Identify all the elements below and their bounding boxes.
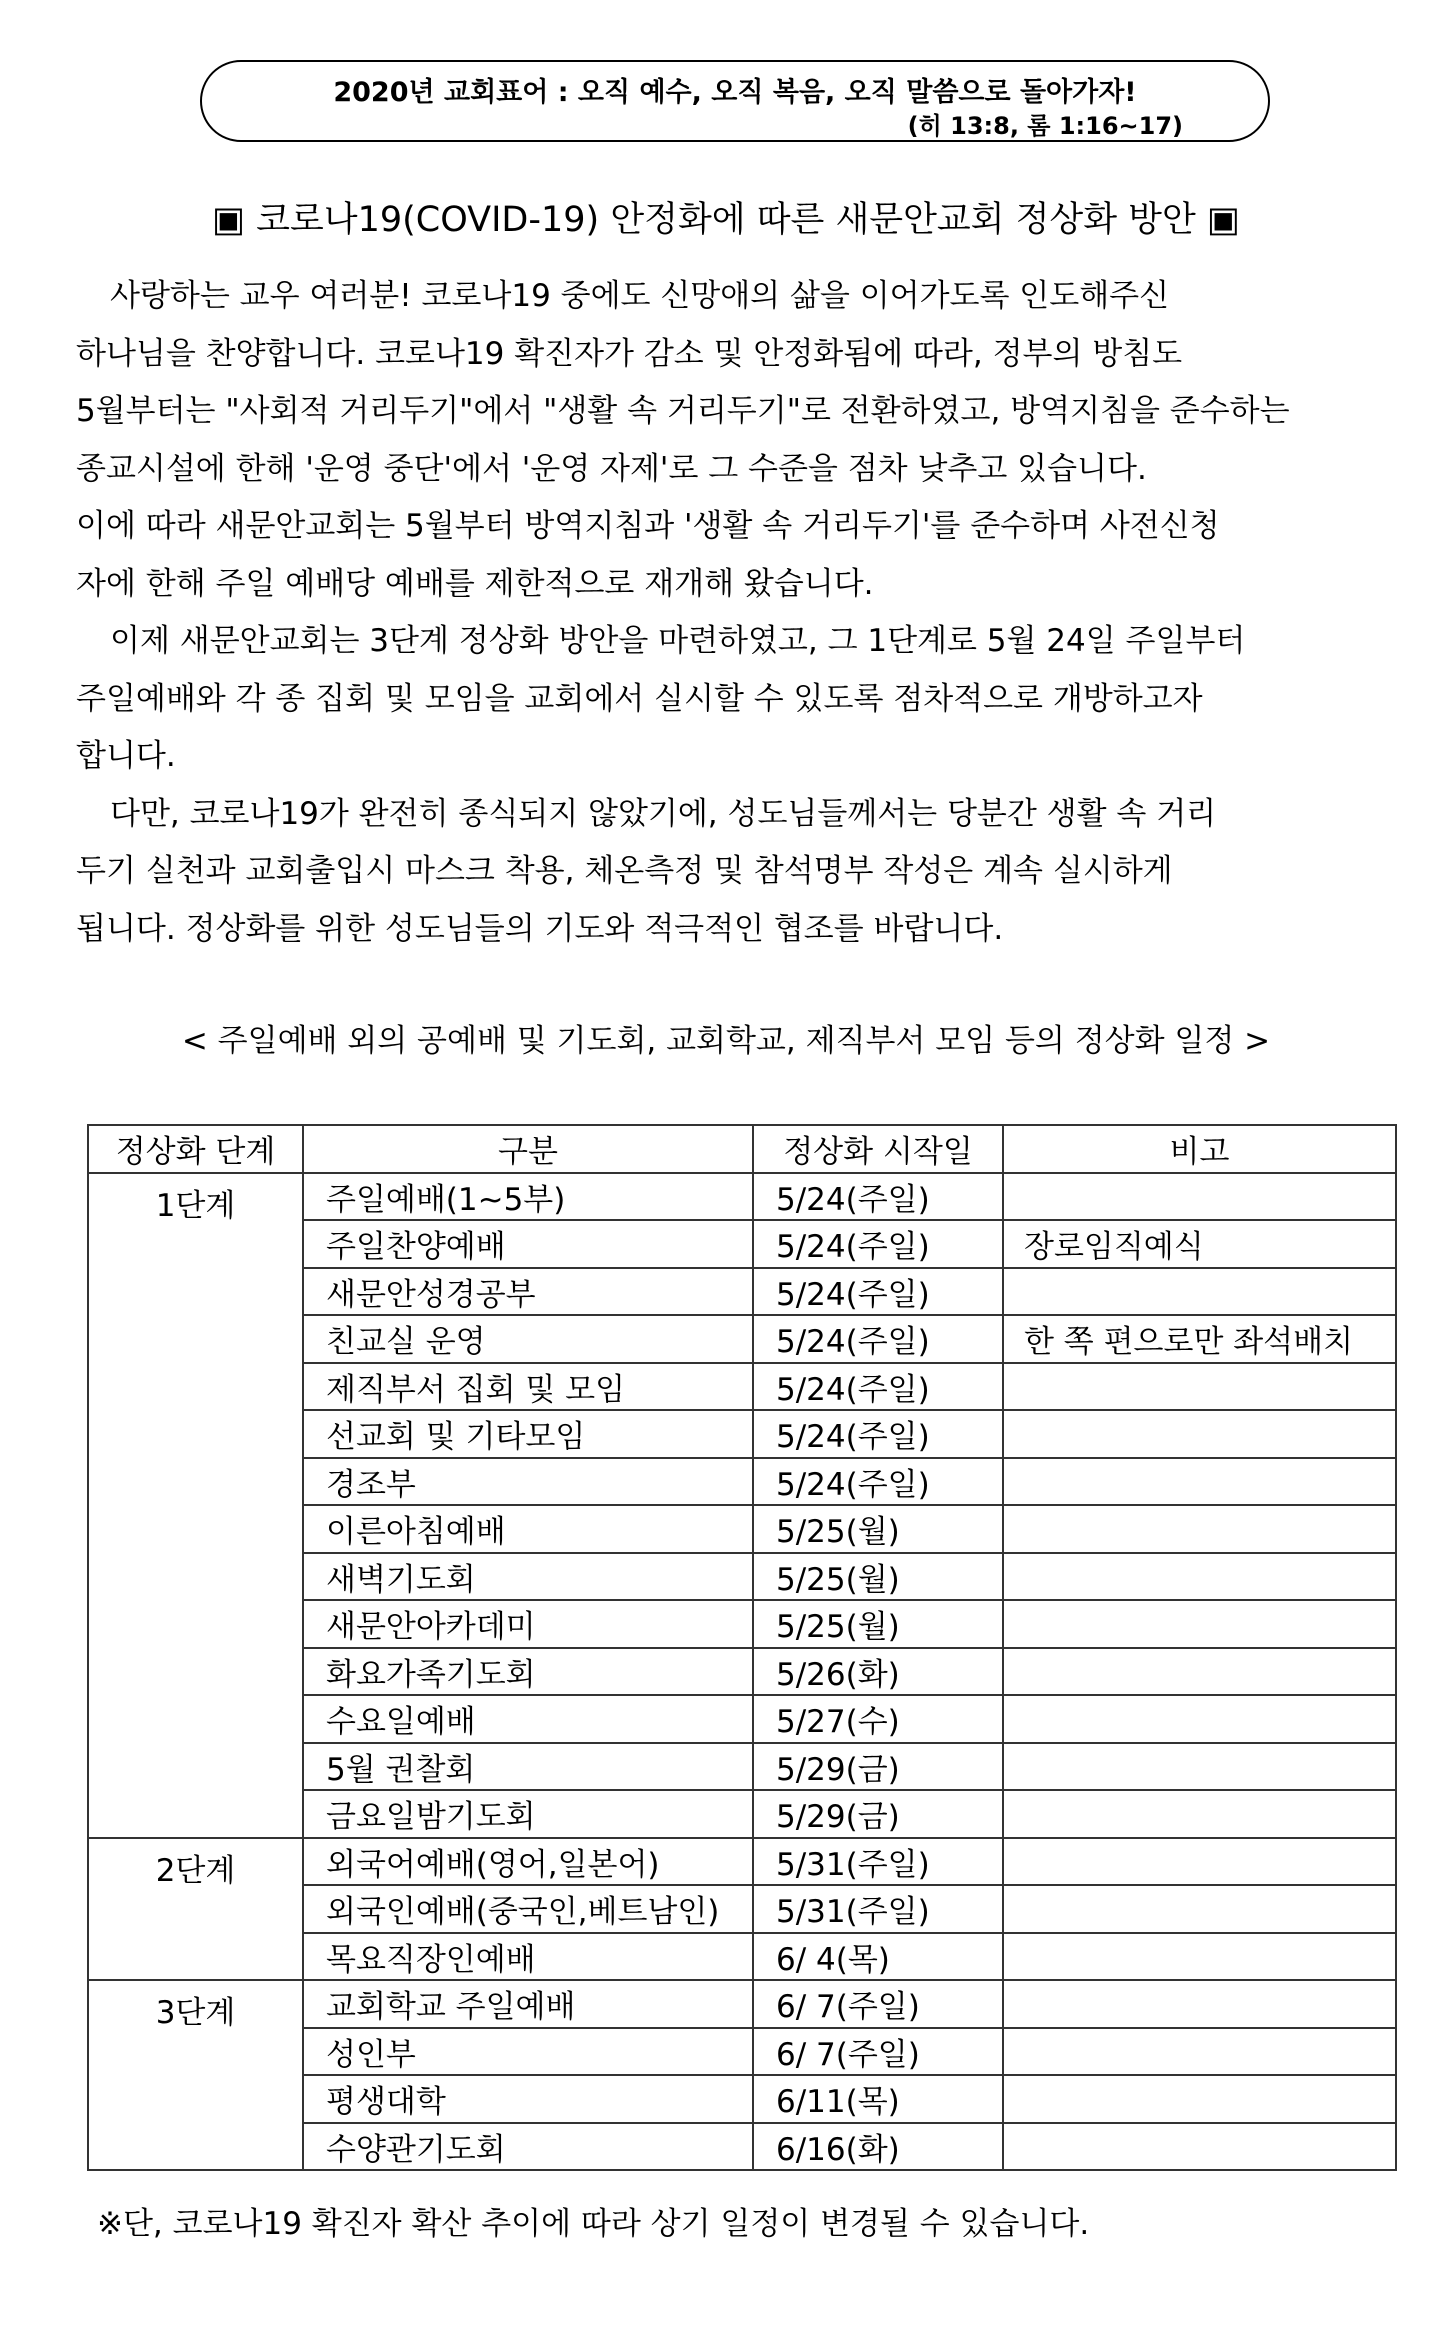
document-title: ▣ 코로나19(COVID-19) 안정화에 따른 새문안교회 정상화 방안 ▣: [211, 200, 1240, 240]
header-note: 비고: [1003, 1125, 1396, 1173]
paragraph-line: 하나님을 찬양합니다. 코로나19 확진자가 감소 및 안정화됨에 따라, 정부의 방침도: [76, 335, 1183, 372]
paragraph-line: 다만, 코로나19가 완전히 종식되지 않았기에, 성도님들께서는 당분간 생활 속 거리: [110, 795, 1217, 832]
motto-text: 2020년 교회표어 : 오직 예수, 오직 복음, 오직 말씀으로 돌아가자!: [333, 77, 1137, 108]
category-cell: 5월 권찰회: [303, 1743, 753, 1791]
motto-box: [200, 60, 1270, 142]
start-date-cell: 5/24(주일): [753, 1268, 1003, 1316]
motto-reference: (히 13:8, 롬 1:16~17): [907, 112, 1183, 140]
category-cell: 수양관기도회: [303, 2123, 753, 2171]
note-cell: [1003, 2028, 1396, 2076]
paragraph-line: 두기 실천과 교회출입시 마스크 착용, 체온측정 및 참석명부 작성은 계속 실시하게: [76, 853, 1173, 889]
start-date-cell: 5/25(월): [753, 1505, 1003, 1553]
start-date-cell: 5/31(주일): [753, 1885, 1003, 1933]
footnote: ※단, 코로나19 확진자 확산 추이에 따라 상기 일정이 변경될 수 있습니다.: [97, 2206, 1090, 2242]
note-cell: [1003, 1363, 1396, 1411]
paragraph-line: 합니다.: [76, 738, 176, 774]
paragraph-line: 5월부터는 "사회적 거리두기"에서 "생활 속 거리두기"로 전환하였고, 방역지침을 준수하는: [76, 393, 1290, 429]
note-cell: [1003, 1980, 1396, 2028]
category-cell: 새문안아카데미: [303, 1600, 753, 1648]
start-date-cell: 5/25(월): [753, 1600, 1003, 1648]
start-date-cell: 5/24(주일): [753, 1315, 1003, 1363]
category-cell: 평생대학: [303, 2075, 753, 2123]
start-date-cell: 6/ 7(주일): [753, 1980, 1003, 2028]
stage-cell: 2단계: [88, 1838, 303, 1981]
category-cell: 화요가족기도회: [303, 1648, 753, 1696]
note-cell: [1003, 1410, 1396, 1458]
start-date-cell: 5/31(주일): [753, 1838, 1003, 1886]
start-date-cell: 5/27(수): [753, 1695, 1003, 1743]
category-cell: 수요일예배: [303, 1695, 753, 1743]
paragraph-line: 주일예배와 각 종 집회 및 모임을 교회에서 실시할 수 있도록 점차적으로 개방하고자: [76, 680, 1203, 717]
header-category: 구분: [303, 1125, 753, 1173]
note-cell: [1003, 1790, 1396, 1838]
note-cell: [1003, 1933, 1396, 1981]
note-cell: [1003, 1838, 1396, 1886]
stage-cell: 3단계: [88, 1980, 303, 2170]
schedule-table: [87, 1124, 1397, 2171]
start-date-cell: 6/ 7(주일): [753, 2028, 1003, 2076]
note-cell: [1003, 2075, 1396, 2123]
table-row: [88, 1173, 1396, 1221]
note-cell: [1003, 1268, 1396, 1316]
category-cell: 목요직장인예배: [303, 1933, 753, 1981]
category-cell: 외국어예배(영어,일본어): [303, 1838, 753, 1886]
start-date-cell: 5/24(주일): [753, 1363, 1003, 1411]
start-date-cell: 5/24(주일): [753, 1458, 1003, 1506]
body-text: [76, 268, 1376, 958]
paragraph-line: 이제 새문안교회는 3단계 정상화 방안을 마련하였고, 그 1단계로 5월 24일 주일부터: [110, 623, 1246, 659]
note-cell: [1003, 1505, 1396, 1553]
table-header-row: [88, 1125, 1396, 1173]
note-cell: [1003, 1173, 1396, 1221]
category-cell: 제직부서 집회 및 모임: [303, 1363, 753, 1411]
category-cell: 교회학교 주일예배: [303, 1980, 753, 2028]
category-cell: 선교회 및 기타모임: [303, 1410, 753, 1458]
note-cell: [1003, 2123, 1396, 2171]
note-cell: 장로임직예식: [1003, 1220, 1396, 1268]
category-cell: 외국인예배(중국인,베트남인): [303, 1885, 753, 1933]
paragraph-line: 자에 한해 주일 예배당 예배를 제한적으로 재개해 왔습니다.: [76, 565, 874, 602]
category-cell: 경조부: [303, 1458, 753, 1506]
note-cell: [1003, 1553, 1396, 1601]
category-cell: 이른아침예배: [303, 1505, 753, 1553]
start-date-cell: 5/29(금): [753, 1790, 1003, 1838]
start-date-cell: 6/16(화): [753, 2123, 1003, 2171]
category-cell: 주일예배(1~5부): [303, 1173, 753, 1221]
start-date-cell: 5/24(주일): [753, 1173, 1003, 1221]
note-cell: [1003, 1743, 1396, 1791]
table-row: [88, 1838, 1396, 1886]
header-stage: 정상화 단계: [88, 1125, 303, 1173]
note-cell: 한 쪽 편으로만 좌석배치: [1003, 1315, 1396, 1363]
note-cell: [1003, 1458, 1396, 1506]
category-cell: 성인부: [303, 2028, 753, 2076]
paragraph-line: 종교시설에 한해 '운영 중단'에서 '운영 자제'로 그 수준을 점차 낮추고 있습니다.: [76, 450, 1147, 487]
note-cell: [1003, 1648, 1396, 1696]
note-cell: [1003, 1885, 1396, 1933]
start-date-cell: 5/24(주일): [753, 1220, 1003, 1268]
start-date-cell: 5/24(주일): [753, 1410, 1003, 1458]
paragraph-line: 이에 따라 새문안교회는 5월부터 방역지침과 '생활 속 거리두기'를 준수하며 사전신청: [76, 508, 1220, 544]
category-cell: 주일찬양예배: [303, 1220, 753, 1268]
category-cell: 친교실 운영: [303, 1315, 753, 1363]
start-date-cell: 5/29(금): [753, 1743, 1003, 1791]
paragraph-line: 사랑하는 교우 여러분! 코로나19 중에도 신망애의 삶을 이어가도록 인도해주신: [110, 278, 1170, 314]
start-date-cell: 5/25(월): [753, 1553, 1003, 1601]
schedule-title: < 주일예배 외의 공예배 및 기도회, 교회학교, 제직부서 모임 등의 정상화 일정 >: [181, 1023, 1271, 1059]
stage-cell: 1단계: [88, 1173, 303, 1838]
paragraph-line: 됩니다. 정상화를 위한 성도님들의 기도와 적극적인 협조를 바랍니다.: [76, 910, 1004, 947]
header-start-date: 정상화 시작일: [753, 1125, 1003, 1173]
start-date-cell: 6/11(목): [753, 2075, 1003, 2123]
table-row: [88, 1980, 1396, 2028]
note-cell: [1003, 1695, 1396, 1743]
category-cell: 금요일밤기도회: [303, 1790, 753, 1838]
start-date-cell: 6/ 4(목): [753, 1933, 1003, 1981]
schedule-body: [88, 1173, 1396, 2171]
category-cell: 새문안성경공부: [303, 1268, 753, 1316]
category-cell: 새벽기도회: [303, 1553, 753, 1601]
note-cell: [1003, 1600, 1396, 1648]
start-date-cell: 5/26(화): [753, 1648, 1003, 1696]
